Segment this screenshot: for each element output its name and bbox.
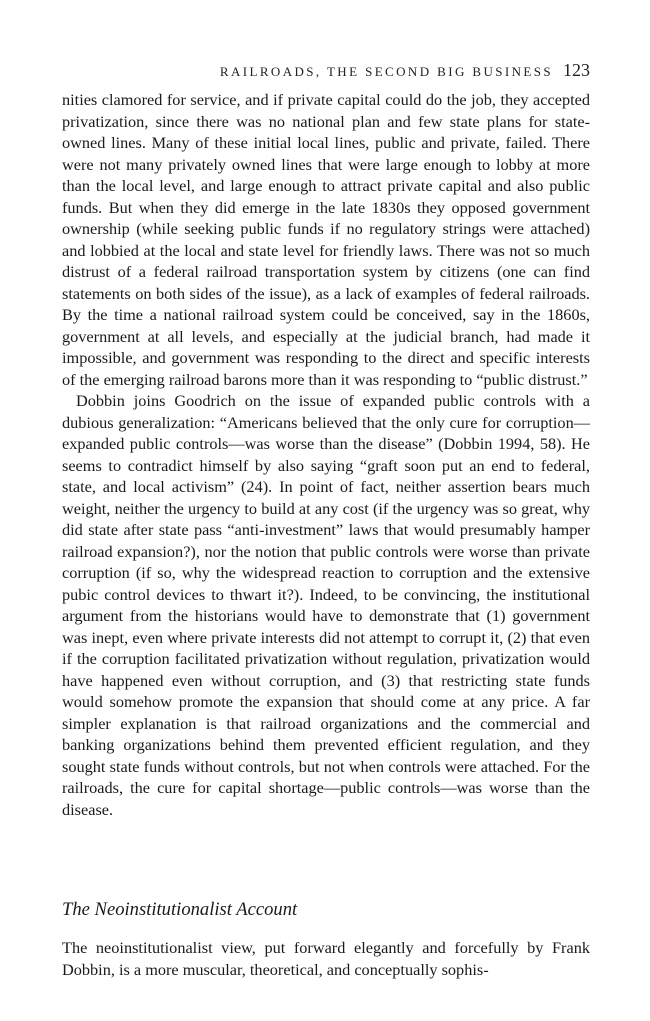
running-head	[62, 60, 590, 81]
paragraph-3: The neoinstitutionalist view, put forward elegantly and forcefully by Frank Dobbin, is a more muscular, theoretical, and conceptually sophis-	[62, 938, 590, 979]
paragraph-2: Dobbin joins Goodrich on the issue of expanded public controls with a dubious generalization: “Americans believed that the only cure for corruption—expanded public controls—was worse than the disease” (Dobbin 1994, 58). He seems to contradict himself by also saying “graft soon put an end to federal, state, and local activism” (24). In point of fact, neither assertion bears much weight, neither the urgency to build at any cost (if the urgency was so great, why did state after state pass “anti-investment” laws that would presumably hamper railroad expansion?), nor the notion that public controls were worse than private corruption (if so, why the widespread reaction to corruption and the extensive pubic control devices to thwart it?). Indeed, to be convincing, the institutional argument from the historians would have to demonstrate that (1) government was inept, even where private interests did not attempt to corrupt it, (2) that even if the corruption facilitated privatization without regulation, privatization would have happened even without corruption, and (3) that restricting state funds would somehow promote the expansion that should come at any price. A far simpler explanation is that railroad organizations and the commercial and banking organizations behind them prevented efficient regulation, and they sought state funds without controls, but not when controls were attached. For the railroads, the cure for capital shortage—public controls—was worse than the disease.	[62, 391, 590, 819]
page-number: 123	[563, 60, 590, 80]
paragraph-1: nities clamored for service, and if private capital could do the job, they accepted privatization, since there was no national plan and few state plans for state-owned lines. Many of these initial local lines, public and private, failed. There were not many privately owned lines that were large enough to lobby at more than the local level, and large enough to attract private capital and also public funds. But when they did emerge in the late 1830s they opposed government ownership (while seeking public funds if no regulatory strings were attached) and lobbied at the local and state level for friendly laws. There was not so much distrust of a federal railroad transportation system by citizens (one can find statements on both sides of the issue), as a lack of examples of federal railroads. By the time a national railroad system could be conceived, say in the 1860s, government at all levels, and especially at the judicial branch, had made it impossible, and government was responding to the direct and specific interests of the emerging railroad barons more than it was responding to “public distrust.”	[62, 90, 590, 389]
body-text	[62, 89, 590, 820]
running-title: RAILROADS, THE SECOND BIG BUSINESS	[219, 64, 553, 79]
section-heading: The Neoinstitutionalist Account	[62, 899, 298, 920]
